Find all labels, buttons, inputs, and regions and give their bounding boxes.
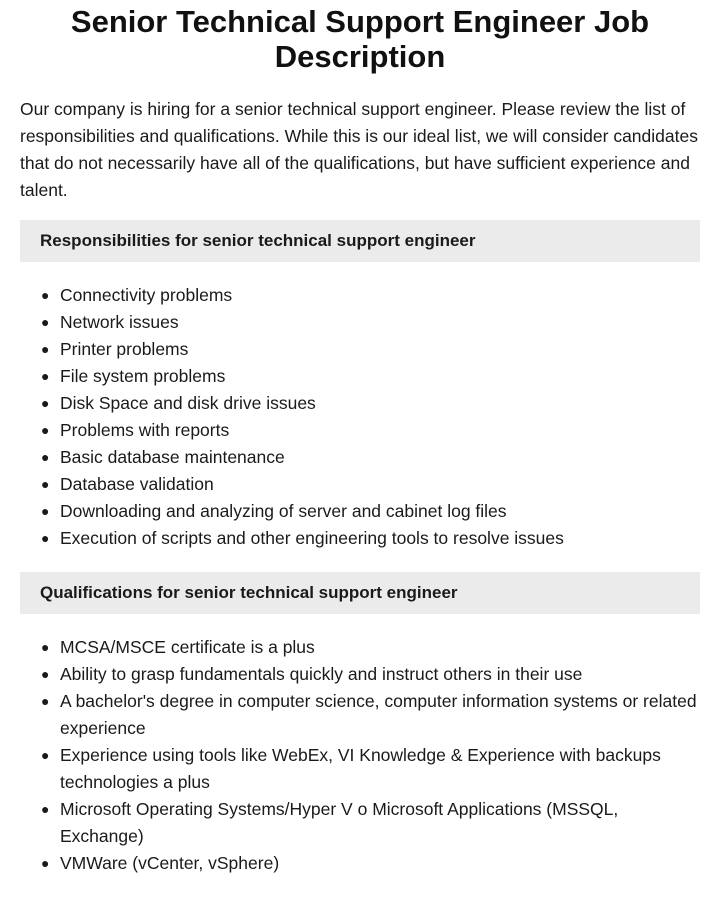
qualifications-heading: Qualifications for senior technical support engineer: [20, 572, 700, 614]
list-item: [20, 850, 700, 877]
list-item-text: Microsoft Operating Systems/Hyper V o Microsoft Applications (MSSQL, Exchange): [60, 799, 619, 846]
qualifications-list: [20, 634, 700, 877]
list-item: [20, 282, 700, 309]
bullet-icon: ●: [41, 341, 50, 357]
bullet-icon: ●: [41, 314, 50, 330]
list-item-text: Problems with reports: [60, 420, 230, 440]
list-item: [20, 742, 700, 796]
bullet-icon: ●: [41, 449, 50, 465]
list-item: [20, 634, 700, 661]
bullet-icon: ●: [41, 747, 50, 763]
bullet-icon: ●: [41, 530, 50, 546]
list-item-text: Ability to grasp fundamentals quickly and instruct others in their use: [60, 664, 583, 684]
bullet-icon: ●: [41, 503, 50, 519]
list-item: [20, 417, 700, 444]
bullet-icon: ●: [41, 422, 50, 438]
bullet-icon: ●: [41, 639, 50, 655]
list-item-text: Connectivity problems: [60, 285, 233, 305]
list-item: [20, 796, 700, 850]
bullet-icon: ●: [41, 476, 50, 492]
bullet-icon: ●: [41, 855, 50, 871]
list-item-text: Disk Space and disk drive issues: [60, 393, 316, 413]
bullet-icon: ●: [41, 395, 50, 411]
list-item-text: Database validation: [60, 474, 214, 494]
list-item-text: Network issues: [60, 312, 179, 332]
list-item: [20, 390, 700, 417]
list-item: [20, 688, 700, 742]
responsibilities-list: [20, 282, 700, 552]
bullet-icon: ●: [41, 666, 50, 682]
list-item: [20, 363, 700, 390]
bullet-icon: ●: [41, 368, 50, 384]
responsibilities-heading: Responsibilities for senior technical support engineer: [20, 220, 700, 262]
list-item-text: File system problems: [60, 366, 226, 386]
list-item-text: Execution of scripts and other engineering tools to resolve issues: [60, 528, 564, 548]
list-item: [20, 471, 700, 498]
list-item: [20, 525, 700, 552]
bullet-icon: ●: [41, 693, 50, 709]
list-item: [20, 336, 700, 363]
bullet-icon: ●: [41, 801, 50, 817]
list-item-text: Printer problems: [60, 339, 189, 359]
list-item: [20, 444, 700, 471]
list-item: [20, 661, 700, 688]
list-item-text: A bachelor's degree in computer science, computer information systems or related experience: [60, 691, 697, 738]
bullet-icon: ●: [41, 287, 50, 303]
list-item-text: MCSA/MSCE certificate is a plus: [60, 637, 315, 657]
list-item: [20, 309, 700, 336]
list-item-text: VMWare (vCenter, vSphere): [60, 853, 280, 873]
list-item: [20, 498, 700, 525]
job-description-page: [0, 4, 720, 877]
list-item-text: Downloading and analyzing of server and cabinet log files: [60, 501, 507, 521]
list-item-text: Basic database maintenance: [60, 447, 285, 467]
list-item-text: Experience using tools like WebEx, VI Knowledge & Experience with backups technologies a plus: [60, 745, 661, 792]
page-title: Senior Technical Support Engineer Job Description: [70, 4, 650, 74]
intro-paragraph: Our company is hiring for a senior technical support engineer. Please review the list of responsibilities and qualifications. While this is our ideal list, we will consider candidates that do not necessarily have all of the qualifications, but have sufficient experience and talent.: [20, 99, 698, 200]
